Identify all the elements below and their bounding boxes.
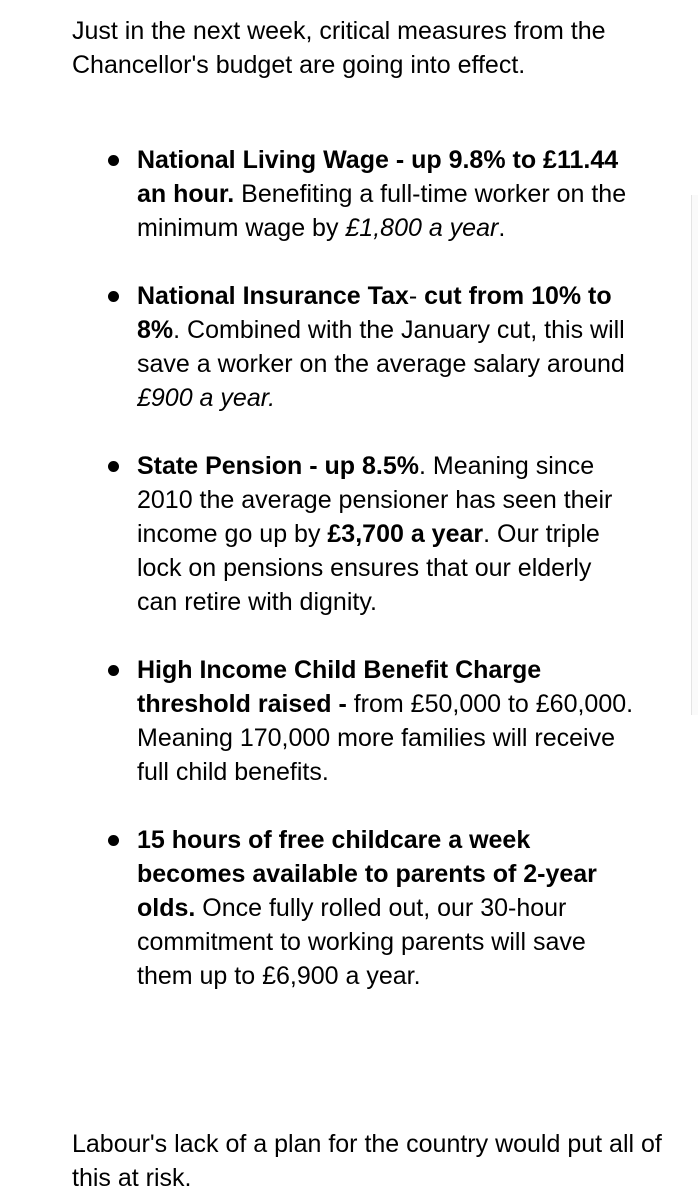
bullet-icon bbox=[108, 291, 119, 302]
measure-text-segment: High Income Child Benefit Charge threshold raised - bbox=[137, 656, 542, 718]
measure-text-segment: State Pension - up 8.5% bbox=[137, 452, 420, 480]
bullet-icon bbox=[108, 461, 119, 472]
measure-item bbox=[0, 449, 637, 619]
bullet-icon bbox=[108, 835, 119, 846]
measure-text-segment: - bbox=[408, 282, 425, 310]
measure-text-segment: from £50,000 to £60,000. Meaning 170,000 more families will receive full child benefits. bbox=[137, 690, 634, 786]
measure-text-segment: £1,800 a year bbox=[345, 214, 499, 242]
measure-item bbox=[0, 279, 637, 415]
measure-text-segment: £900 a year. bbox=[137, 384, 276, 412]
closing-paragraph: Labour's lack of a plan for the country would put all of this at risk. bbox=[72, 1130, 662, 1192]
bullet-icon bbox=[108, 665, 119, 676]
measure-item bbox=[0, 823, 637, 993]
measure-text-segment: 15 hours of free childcare a week becomes available to parents of 2-year olds. bbox=[137, 826, 597, 922]
measure-item bbox=[0, 143, 637, 245]
measure-text-segment: . bbox=[498, 214, 506, 242]
measure-text-segment: £3,700 a year bbox=[327, 520, 484, 548]
measure-text-segment: . Meaning since 2010 the average pensioner has seen their income go up by bbox=[137, 452, 613, 548]
measure-text-segment: National Insurance Tax bbox=[137, 282, 409, 310]
measure-text-segment: Once fully rolled out, our 30-hour commitment to working parents will save them up to £6,900 a year. bbox=[137, 894, 586, 990]
measure-text-segment: cut from 10% to 8% bbox=[137, 282, 612, 344]
measure-text-segment: National Living Wage - up 9.8% to £11.44 an hour. bbox=[137, 146, 619, 208]
measure-text-segment: . Our triple lock on pensions ensures that our elderly can retire with dignity. bbox=[137, 520, 600, 616]
scrollbar-track[interactable] bbox=[691, 195, 698, 715]
measure-text-segment: Benefiting a full-time worker on the minimum wage by bbox=[137, 180, 627, 242]
measure-text-segment: . Combined with the January cut, this will save a worker on the average salary around bbox=[137, 316, 625, 378]
bullet-icon bbox=[108, 155, 119, 166]
measures-list bbox=[0, 143, 698, 993]
measure-item bbox=[0, 653, 637, 789]
intro-paragraph: Just in the next week, critical measures from the Chancellor's budget are going into effect. bbox=[72, 17, 606, 79]
